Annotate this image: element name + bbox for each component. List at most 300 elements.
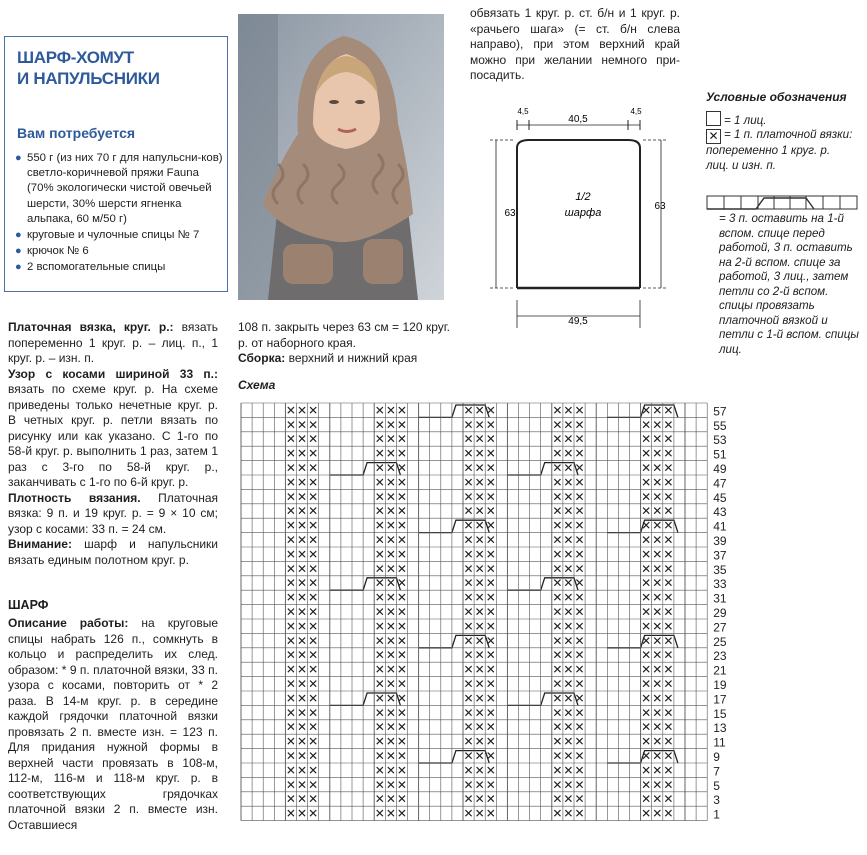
garter-stitch-cell: ✕ bbox=[297, 648, 308, 663]
garter-stitch-cell: ✕ bbox=[485, 806, 496, 821]
garter-stitch-cell: ✕ bbox=[374, 806, 385, 821]
garter-stitch-cell: ✕ bbox=[396, 777, 407, 792]
garter-stitch-cell: ✕ bbox=[474, 806, 485, 821]
garter-stitch-cell: ✕ bbox=[385, 677, 396, 691]
title-line-2: И НАПУЛЬСНИКИ bbox=[17, 69, 160, 88]
garter-stitch-cell: ✕ bbox=[297, 619, 308, 634]
garter-stitch-cell: ✕ bbox=[385, 749, 396, 763]
garter-stitch-cell: ✕ bbox=[474, 590, 485, 605]
garter-stitch-cell: ✕ bbox=[374, 705, 385, 720]
garter-stitch-cell: ✕ bbox=[663, 576, 674, 591]
garter-stitch-cell: ✕ bbox=[374, 461, 385, 475]
garter-stitch-cell: ✕ bbox=[485, 504, 496, 519]
garter-stitch-cell: ✕ bbox=[396, 648, 407, 663]
garter-stitch-cell: ✕ bbox=[574, 619, 585, 634]
garter-stitch-cell: ✕ bbox=[641, 792, 652, 807]
materials-item: ● 550 г (из них 70 г для напульсни-ков) светло-коричневой пряжи Fauna (70% экологически чистой овечьей шерсти, 30% шерсти ягненка альпака, 60 м/50 г) bbox=[15, 152, 223, 225]
garter-stitch-cell: ✕ bbox=[574, 461, 585, 475]
garter-stitch-cell: ✕ bbox=[641, 662, 652, 677]
garter-stitch-cell: ✕ bbox=[385, 432, 396, 447]
garter-stitch-cell: ✕ bbox=[552, 547, 563, 562]
garter-stitch-cell: ✕ bbox=[385, 691, 396, 706]
garter-stitch-cell: ✕ bbox=[297, 403, 308, 418]
garter-stitch-cell: ✕ bbox=[474, 619, 485, 634]
garter-stitch-cell: ✕ bbox=[652, 777, 663, 792]
garter-stitch-cell: ✕ bbox=[641, 705, 652, 720]
garter-stitch-cell: ✕ bbox=[396, 489, 407, 504]
garter-stitch-cell: ✕ bbox=[485, 489, 496, 504]
garter-stitch-cell: ✕ bbox=[308, 677, 319, 691]
garter-stitch-cell: ✕ bbox=[396, 806, 407, 821]
garter-stitch-cell: ✕ bbox=[396, 749, 407, 763]
garter-stitch-cell: ✕ bbox=[285, 518, 296, 533]
model-photo-illustration bbox=[238, 14, 444, 300]
garter-stitch-cell: ✕ bbox=[641, 720, 652, 735]
row-number-label: 55 bbox=[713, 418, 727, 433]
garter-stitch-cell: ✕ bbox=[663, 677, 674, 691]
garter-stitch-cell: ✕ bbox=[463, 590, 474, 605]
garter-stitch-cell: ✕ bbox=[663, 734, 674, 749]
garter-stitch-cell: ✕ bbox=[396, 504, 407, 519]
garter-stitch-cell: ✕ bbox=[297, 432, 308, 447]
garter-stitch-cell: ✕ bbox=[552, 403, 563, 418]
bullet-icon: ● bbox=[15, 229, 22, 242]
garter-stitch-cell: ✕ bbox=[552, 489, 563, 504]
garter-stitch-cell: ✕ bbox=[396, 691, 407, 706]
garter-stitch-cell: ✕ bbox=[463, 720, 474, 735]
garter-stitch-cell: ✕ bbox=[563, 662, 574, 677]
garter-stitch-cell: ✕ bbox=[663, 648, 674, 663]
garter-stitch-cell: ✕ bbox=[485, 576, 496, 591]
garter-stitch-cell: ✕ bbox=[563, 518, 574, 533]
row-number-label: 1 bbox=[713, 807, 720, 822]
materials-item: ● круговые и чулочные спицы № 7 bbox=[13, 228, 225, 243]
garter-stitch-cell: ✕ bbox=[485, 432, 496, 447]
garter-stitch-cell: ✕ bbox=[463, 677, 474, 691]
garter-stitch-cell: ✕ bbox=[297, 749, 308, 763]
garter-stitch-cell: ✕ bbox=[563, 691, 574, 706]
garter-stitch-cell: ✕ bbox=[563, 590, 574, 605]
garter-stitch-cell: ✕ bbox=[297, 590, 308, 605]
garter-stitch-cell: ✕ bbox=[663, 417, 674, 432]
garter-stitch-cell: ✕ bbox=[563, 489, 574, 504]
dim-label: 4,5 bbox=[517, 107, 529, 116]
garter-stitch-cell: ✕ bbox=[396, 720, 407, 735]
garter-stitch-cell: ✕ bbox=[474, 446, 485, 461]
garter-stitch-cell: ✕ bbox=[463, 561, 474, 576]
garter-stitch-cell: ✕ bbox=[663, 792, 674, 807]
garter-stitch-cell: ✕ bbox=[663, 518, 674, 533]
garter-stitch-cell: ✕ bbox=[463, 806, 474, 821]
garter-stitch-cell: ✕ bbox=[652, 561, 663, 576]
garter-stitch-cell: ✕ bbox=[663, 763, 674, 778]
garter-stitch-cell: ✕ bbox=[474, 633, 485, 648]
garter-stitch-cell: ✕ bbox=[308, 619, 319, 634]
garter-stitch-cell: ✕ bbox=[574, 705, 585, 720]
garter-stitch-cell: ✕ bbox=[485, 691, 496, 706]
garter-stitch-cell: ✕ bbox=[552, 720, 563, 735]
garter-stitch-cell: ✕ bbox=[663, 533, 674, 547]
garter-stitch-cell: ✕ bbox=[474, 576, 485, 591]
garter-stitch-cell: ✕ bbox=[652, 619, 663, 634]
garter-stitch-cell: ✕ bbox=[385, 417, 396, 432]
garter-stitch-cell: ✕ bbox=[463, 489, 474, 504]
garter-stitch-cell: ✕ bbox=[552, 518, 563, 533]
garter-stitch-cell: ✕ bbox=[463, 547, 474, 562]
garter-stitch-cell: ✕ bbox=[574, 691, 585, 706]
garter-stitch-cell: ✕ bbox=[297, 720, 308, 735]
garter-stitch-cell: ✕ bbox=[652, 446, 663, 461]
garter-stitch-cell: ✕ bbox=[474, 749, 485, 763]
row-number-label: 21 bbox=[713, 663, 727, 678]
garter-stitch-cell: ✕ bbox=[385, 489, 396, 504]
garter-stitch-cell: ✕ bbox=[374, 489, 385, 504]
garter-stitch-cell: ✕ bbox=[552, 777, 563, 792]
garter-stitch-cell: ✕ bbox=[285, 504, 296, 519]
garter-stitch-cell: ✕ bbox=[396, 576, 407, 591]
garter-stitch-cell: ✕ bbox=[385, 648, 396, 663]
garter-stitch-cell: ✕ bbox=[552, 475, 563, 490]
garter-stitch-cell: ✕ bbox=[652, 576, 663, 591]
garter-stitch-cell: ✕ bbox=[285, 446, 296, 461]
garter-stitch-cell: ✕ bbox=[285, 705, 296, 720]
garter-stitch-cell: ✕ bbox=[374, 633, 385, 648]
garter-stitch-cell: ✕ bbox=[396, 605, 407, 619]
paragraph: Плотность вязания. Платочная вязка: 9 п. и 19 круг. р. = 9 × 10 см; узор с косами: 33 п. = 24 см. bbox=[8, 490, 218, 536]
row-number-label: 43 bbox=[713, 505, 727, 520]
garter-stitch-cell: ✕ bbox=[552, 806, 563, 821]
garter-stitch-cell: ✕ bbox=[308, 590, 319, 605]
garter-stitch-cell: ✕ bbox=[552, 590, 563, 605]
garter-stitch-cell: ✕ bbox=[663, 705, 674, 720]
garter-stitch-cell: ✕ bbox=[663, 403, 674, 418]
garter-stitch-cell: ✕ bbox=[385, 734, 396, 749]
garter-stitch-cell: ✕ bbox=[463, 619, 474, 634]
garter-stitch-cell: ✕ bbox=[297, 489, 308, 504]
garter-stitch-cell: ✕ bbox=[374, 403, 385, 418]
garter-stitch-cell: ✕ bbox=[474, 720, 485, 735]
garter-stitch-cell: ✕ bbox=[563, 806, 574, 821]
garter-stitch-cell: ✕ bbox=[308, 734, 319, 749]
garter-stitch-cell: ✕ bbox=[374, 763, 385, 778]
garter-stitch-cell: ✕ bbox=[574, 605, 585, 619]
garter-stitch-cell: ✕ bbox=[374, 720, 385, 735]
garter-stitch-cell: ✕ bbox=[463, 749, 474, 763]
garter-stitch-cell: ✕ bbox=[485, 461, 496, 475]
garter-stitch-cell: ✕ bbox=[552, 417, 563, 432]
garter-stitch-cell: ✕ bbox=[308, 475, 319, 490]
garter-stitch-cell: ✕ bbox=[663, 806, 674, 821]
garter-stitch-cell: ✕ bbox=[385, 547, 396, 562]
chart-row-labels bbox=[713, 404, 727, 821]
row-number-label: 3 bbox=[713, 793, 720, 808]
garter-stitch-cell: ✕ bbox=[463, 518, 474, 533]
garter-stitch-cell: ✕ bbox=[652, 705, 663, 720]
garter-stitch-cell: ✕ bbox=[474, 417, 485, 432]
row-number-label: 31 bbox=[713, 591, 727, 606]
garter-stitch-cell: ✕ bbox=[374, 417, 385, 432]
garter-stitch-cell: ✕ bbox=[574, 518, 585, 533]
garter-stitch-cell: ✕ bbox=[374, 734, 385, 749]
garter-stitch-cell: ✕ bbox=[552, 705, 563, 720]
garter-stitch-cell: ✕ bbox=[463, 446, 474, 461]
garter-stitch-cell: ✕ bbox=[396, 518, 407, 533]
garter-stitch-cell: ✕ bbox=[563, 705, 574, 720]
garter-stitch-cell: ✕ bbox=[663, 561, 674, 576]
pattern-center-label: шарфа bbox=[564, 207, 602, 219]
garter-stitch-cell: ✕ bbox=[374, 533, 385, 547]
garter-stitch-cell: ✕ bbox=[297, 806, 308, 821]
garter-stitch-cell: ✕ bbox=[285, 619, 296, 634]
garter-stitch-cell: ✕ bbox=[297, 446, 308, 461]
garter-stitch-cell: ✕ bbox=[563, 677, 574, 691]
garter-stitch-cell: ✕ bbox=[374, 518, 385, 533]
garter-stitch-cell: ✕ bbox=[574, 734, 585, 749]
model-photo bbox=[238, 14, 444, 300]
materials-heading: Вам потребуется bbox=[17, 125, 136, 141]
garter-stitch-cell: ✕ bbox=[485, 475, 496, 490]
garter-stitch-cell: ✕ bbox=[297, 576, 308, 591]
garter-stitch-cell: ✕ bbox=[297, 705, 308, 720]
garter-stitch-cell: ✕ bbox=[308, 533, 319, 547]
garter-stitch-cell: ✕ bbox=[297, 662, 308, 677]
row-number-label: 15 bbox=[713, 706, 727, 721]
garter-stitch-cell: ✕ bbox=[385, 633, 396, 648]
materials-list bbox=[13, 151, 225, 277]
garter-stitch-cell: ✕ bbox=[574, 403, 585, 418]
garter-stitch-cell: ✕ bbox=[485, 749, 496, 763]
garter-stitch-cell: ✕ bbox=[385, 446, 396, 461]
legend-item-knit: = 1 лиц. bbox=[706, 111, 856, 129]
legend-title: Условные обозначения bbox=[706, 90, 847, 104]
garter-stitch-cell: ✕ bbox=[485, 561, 496, 576]
garter-stitch-cell: ✕ bbox=[385, 475, 396, 490]
garter-stitch-cell: ✕ bbox=[641, 677, 652, 691]
garter-stitch-cell: ✕ bbox=[474, 518, 485, 533]
garter-stitch-cell: ✕ bbox=[574, 777, 585, 792]
row-number-label: 23 bbox=[713, 649, 727, 664]
garter-stitch-cell: ✕ bbox=[308, 648, 319, 663]
garter-stitch-cell: ✕ bbox=[396, 619, 407, 634]
garter-stitch-cell: ✕ bbox=[652, 403, 663, 418]
garter-stitch-cell: ✕ bbox=[485, 533, 496, 547]
garter-stitch-cell: ✕ bbox=[663, 633, 674, 648]
garter-stitch-cell: ✕ bbox=[485, 547, 496, 562]
assembly-continued-text: обвязать 1 круг. р. ст. б/н и 1 круг. р. «рачьего шага» (= ст. б/н слева направо), при этом верхний край можно при желании немного при-посадить. bbox=[470, 6, 680, 82]
garter-stitch-cell: ✕ bbox=[297, 547, 308, 562]
garter-stitch-cell: ✕ bbox=[652, 763, 663, 778]
garter-stitch-cell: ✕ bbox=[308, 576, 319, 591]
garter-stitch-cell: ✕ bbox=[652, 605, 663, 619]
garter-stitch-cell: ✕ bbox=[574, 489, 585, 504]
row-number-label: 29 bbox=[713, 606, 727, 620]
garter-stitch-cell: ✕ bbox=[308, 792, 319, 807]
garter-stitch-cell: ✕ bbox=[308, 763, 319, 778]
row-number-label: 5 bbox=[713, 778, 720, 793]
garter-stitch-cell: ✕ bbox=[485, 619, 496, 634]
garter-stitch-cell: ✕ bbox=[652, 475, 663, 490]
garter-stitch-cell: ✕ bbox=[374, 619, 385, 634]
garter-stitch-cell: ✕ bbox=[574, 648, 585, 663]
garter-stitch-cell: ✕ bbox=[552, 633, 563, 648]
garter-stitch-cell: ✕ bbox=[463, 705, 474, 720]
garter-stitch-cell: ✕ bbox=[641, 734, 652, 749]
garter-stitch-cell: ✕ bbox=[463, 432, 474, 447]
garter-stitch-cell: ✕ bbox=[385, 518, 396, 533]
garter-stitch-cell: ✕ bbox=[463, 461, 474, 475]
garter-stitch-cell: ✕ bbox=[474, 605, 485, 619]
garter-stitch-cell: ✕ bbox=[641, 619, 652, 634]
garter-stitch-cell: ✕ bbox=[297, 518, 308, 533]
row-number-label: 37 bbox=[713, 548, 727, 563]
garter-stitch-cell: ✕ bbox=[663, 590, 674, 605]
garter-stitch-cell: ✕ bbox=[663, 691, 674, 706]
knit-stitch-icon bbox=[706, 111, 721, 126]
garter-stitch-cell: ✕ bbox=[463, 763, 474, 778]
garter-stitch-cell: ✕ bbox=[574, 576, 585, 591]
garter-stitch-cell: ✕ bbox=[485, 777, 496, 792]
paragraph: 108 п. закрыть через 63 см = 120 круг. р. от наборного края. bbox=[238, 320, 450, 350]
garter-stitch-cell: ✕ bbox=[652, 504, 663, 519]
garter-stitch-cell: ✕ bbox=[552, 576, 563, 591]
garter-stitch-cell: ✕ bbox=[285, 605, 296, 619]
garter-stitch-cell: ✕ bbox=[297, 475, 308, 490]
garter-stitch-cell: ✕ bbox=[285, 533, 296, 547]
garter-stitch-cell: ✕ bbox=[563, 777, 574, 792]
garter-stitch-cell: ✕ bbox=[285, 691, 296, 706]
garter-stitch-cell: ✕ bbox=[308, 446, 319, 461]
garter-stitch-cell: ✕ bbox=[574, 547, 585, 562]
garter-stitch-cell: ✕ bbox=[552, 749, 563, 763]
garter-stitch-cell: ✕ bbox=[641, 533, 652, 547]
garter-stitch-cell: ✕ bbox=[663, 619, 674, 634]
garter-stitch-cell: ✕ bbox=[374, 691, 385, 706]
garter-stitch-cell: ✕ bbox=[652, 547, 663, 562]
garter-stitch-cell: ✕ bbox=[652, 662, 663, 677]
garter-stitch-cell: ✕ bbox=[574, 763, 585, 778]
garter-stitch-cell: ✕ bbox=[485, 734, 496, 749]
garter-stitch-cell: ✕ bbox=[297, 792, 308, 807]
garter-stitch-cell: ✕ bbox=[563, 605, 574, 619]
garter-stitch-cell: ✕ bbox=[652, 633, 663, 648]
garter-stitch-cell: ✕ bbox=[308, 547, 319, 562]
garter-stitch-cell: ✕ bbox=[285, 720, 296, 735]
paragraph: Платочная вязка, круг. р.: вязать попеременно 1 круг. р. – лиц. п., 1 круг. р. – изн. п. bbox=[8, 320, 219, 365]
garter-stitch-cell: ✕ bbox=[396, 461, 407, 475]
garter-stitch-cell: ✕ bbox=[308, 633, 319, 648]
garter-stitch-cell: ✕ bbox=[574, 417, 585, 432]
garter-stitch-cell: ✕ bbox=[308, 777, 319, 792]
pattern-schematic bbox=[486, 100, 686, 332]
dim-label: 63 bbox=[504, 208, 516, 219]
paragraph: Внимание: шарф и напульсники вязать единым полотном круг. р. bbox=[8, 537, 218, 567]
garter-stitch-cell: ✕ bbox=[485, 446, 496, 461]
garter-stitch-cell: ✕ bbox=[285, 734, 296, 749]
garter-stitch-cell: ✕ bbox=[552, 662, 563, 677]
garter-stitch-cell: ✕ bbox=[285, 489, 296, 504]
garter-stitch-cell: ✕ bbox=[285, 432, 296, 447]
row-number-label: 25 bbox=[713, 634, 727, 649]
paragraph: Сборка: верхний и нижний края bbox=[238, 351, 418, 365]
garter-stitch-cell: ✕ bbox=[285, 576, 296, 591]
row-number-label: 51 bbox=[713, 447, 727, 462]
row-number-label: 27 bbox=[713, 620, 727, 635]
garter-stitch-cell: ✕ bbox=[574, 590, 585, 605]
garter-stitch-cell: ✕ bbox=[641, 777, 652, 792]
garter-stitch-cell: ✕ bbox=[374, 576, 385, 591]
garter-stitch-cell: ✕ bbox=[563, 403, 574, 418]
garter-stitch-cell: ✕ bbox=[297, 605, 308, 619]
garter-stitch-cell: ✕ bbox=[641, 576, 652, 591]
garter-stitch-cell: ✕ bbox=[308, 432, 319, 447]
garter-stitch-cell: ✕ bbox=[285, 648, 296, 663]
garter-stitch-cell: ✕ bbox=[474, 475, 485, 490]
garter-stitch-cell: ✕ bbox=[297, 461, 308, 475]
garter-stitch-icon: ✕ bbox=[706, 129, 721, 144]
dim-label: 63 bbox=[654, 201, 666, 212]
garter-stitch-cell: ✕ bbox=[385, 662, 396, 677]
garter-stitch-cell: ✕ bbox=[474, 705, 485, 720]
garter-stitch-cell: ✕ bbox=[663, 489, 674, 504]
garter-stitch-cell: ✕ bbox=[285, 777, 296, 792]
garter-stitch-cell: ✕ bbox=[374, 792, 385, 807]
garter-stitch-cell: ✕ bbox=[396, 792, 407, 807]
garter-stitch-cell: ✕ bbox=[297, 561, 308, 576]
garter-stitch-cell: ✕ bbox=[297, 734, 308, 749]
garter-stitch-cell: ✕ bbox=[485, 633, 496, 648]
garter-stitch-cell: ✕ bbox=[641, 403, 652, 418]
garter-stitch-cell: ✕ bbox=[374, 648, 385, 663]
garter-stitch-cell: ✕ bbox=[385, 619, 396, 634]
garter-stitch-cell: ✕ bbox=[385, 533, 396, 547]
garter-stitch-cell: ✕ bbox=[474, 461, 485, 475]
garter-stitch-cell: ✕ bbox=[652, 417, 663, 432]
garter-stitch-cell: ✕ bbox=[641, 446, 652, 461]
garter-stitch-cell: ✕ bbox=[474, 662, 485, 677]
garter-stitch-cell: ✕ bbox=[396, 475, 407, 490]
garter-stitch-cell: ✕ bbox=[463, 605, 474, 619]
garter-stitch-cell: ✕ bbox=[552, 792, 563, 807]
garter-stitch-cell: ✕ bbox=[563, 432, 574, 447]
garter-stitch-cell: ✕ bbox=[396, 446, 407, 461]
garter-stitch-cell: ✕ bbox=[552, 561, 563, 576]
garter-stitch-cell: ✕ bbox=[474, 777, 485, 792]
garter-stitch-cell: ✕ bbox=[652, 590, 663, 605]
row-number-label: 13 bbox=[713, 721, 727, 736]
garter-stitch-cell: ✕ bbox=[374, 446, 385, 461]
garter-stitch-cell: ✕ bbox=[308, 605, 319, 619]
garter-stitch-cell: ✕ bbox=[396, 734, 407, 749]
garter-stitch-cell: ✕ bbox=[308, 561, 319, 576]
garter-stitch-cell: ✕ bbox=[652, 489, 663, 504]
garter-stitch-cell: ✕ bbox=[463, 777, 474, 792]
garter-stitch-cell: ✕ bbox=[285, 561, 296, 576]
garter-stitch-cell: ✕ bbox=[396, 677, 407, 691]
schema-title: Схема bbox=[238, 378, 276, 392]
garter-stitch-cell: ✕ bbox=[563, 648, 574, 663]
garter-stitch-cell: ✕ bbox=[663, 749, 674, 763]
garter-stitch-cell: ✕ bbox=[463, 792, 474, 807]
garter-stitch-cell: ✕ bbox=[563, 446, 574, 461]
garter-stitch-cell: ✕ bbox=[652, 648, 663, 663]
garter-stitch-cell: ✕ bbox=[463, 662, 474, 677]
garter-stitch-cell: ✕ bbox=[374, 662, 385, 677]
garter-stitch-cell: ✕ bbox=[663, 446, 674, 461]
garter-stitch-cell: ✕ bbox=[641, 806, 652, 821]
garter-stitch-cell: ✕ bbox=[652, 432, 663, 447]
garter-stitch-cell: ✕ bbox=[474, 403, 485, 418]
garter-stitch-cell: ✕ bbox=[374, 749, 385, 763]
